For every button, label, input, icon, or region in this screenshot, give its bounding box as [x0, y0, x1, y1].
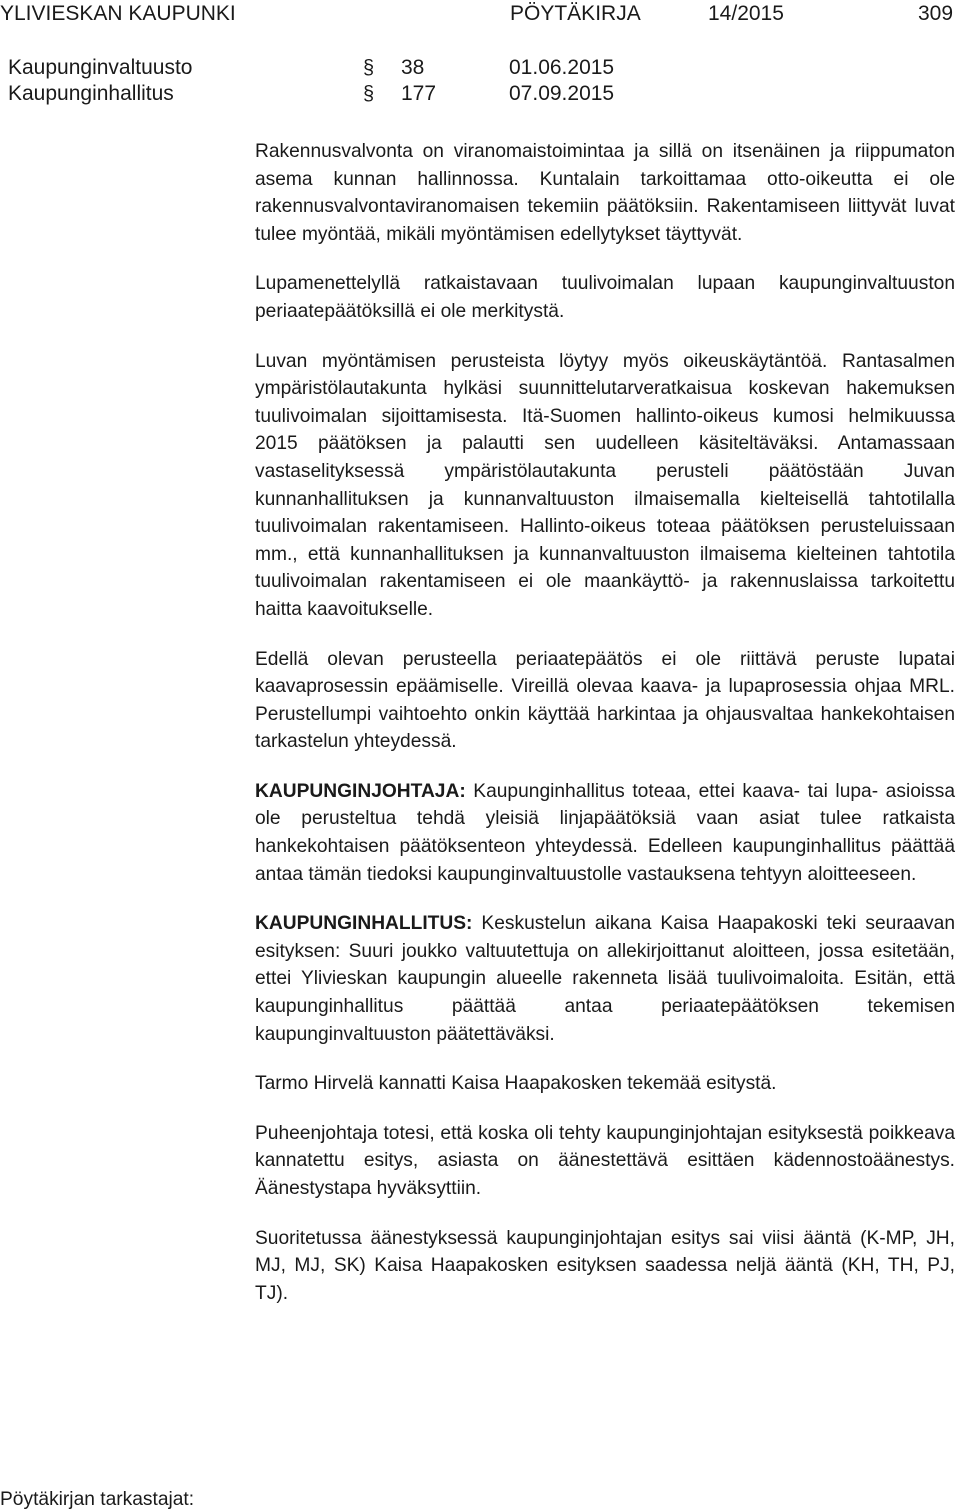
minutes-checkers-label: Pöytäkirjan tarkastajat: [0, 1489, 195, 1510]
minutes-body [255, 138, 955, 1329]
body-paragraph: Luvan myöntämisen perusteista löytyy myös oikeuskäytäntöä. Rantasalmen ympäristölautakunta hylkäsi suunnittelutarveratkaisua koskevan hakemuksen tuulivoimalan sijoittamisesta. Itä-Suomen hallinto-oikeus kumosi helmikuussa 2015 päätöksen ja palautti sen uudelleen käsiteltäväksi. Antamassaan vastaselityksessä ympäristölautakunta perusteli päätöstään Juvan kunnanhallituksen ja kunnanvaltuuston ilmaisemalla kielteisellä tahtotilalla tuulivoimalan rakentamiseen. Hallinto-oikeus toteaa päätöksen perusteluissaan mm., että kunnanhallituksen ja kunnanvaltuuston ilmaisema kielteinen tahtotila tuulivoimalan rakentamiseen ei ole maankäyttö- ja rakennuslaissa tarkoitettu haitta kaavoitukselle. [255, 350, 955, 620]
document-number: 14/2015 [708, 2, 784, 25]
body-paragraph: Puheenjohtaja totesi, että koska oli tehty kaupunginjohtajan esityksestä poikkeava kannatettu esitys, asiasta on äänestettävä esittäen kädennostoäänestys. Äänestystapa hyväksyttiin. [255, 1122, 955, 1199]
section-number: 38 [401, 56, 425, 79]
meeting-row [8, 80, 768, 108]
meeting-date: 01.06.2015 [509, 56, 615, 79]
section-symbol: § [363, 83, 375, 105]
meeting-date: 07.09.2015 [509, 82, 615, 105]
section-number: 177 [401, 82, 437, 105]
body-paragraph: Lupamenettelyllä ratkaistavaan tuulivoimalan lupaan kaupunginvaltuuston periaatepäätöksillä ei ole merkitystä. [255, 273, 955, 322]
page-number: 309 [918, 2, 954, 25]
proposal-label: KAUPUNGINJOHTAJA: [255, 780, 466, 802]
decision-text: Keskustelun aikana Kaisa Haapakoski teki seuraavan esityksen: Suuri joukko valtuutettuja on allekirjoittanut aloitteen, jossa esitetään, ettei Ylivieskan kaupungin alueelle rakenneta lisää tuulivoimaloita. Esitän, että kaupunginhallitus päättää antaa periaatepäätöksen tekemisen kaupunginvaltuuston päätettäväksi. [255, 913, 955, 1045]
organization-name: YLIVIESKAN KAUPUNKI [0, 2, 236, 25]
body-paragraph: Suoritetussa äänestyksessä kaupunginjohtajan esitys sai viisi ääntä (K-MP, JH, MJ, MJ, SK) Kaisa Haapakosken esityksen saadessa neljä ääntä (KH, TH, PJ, TJ). [255, 1227, 955, 1304]
mayor-proposal [255, 778, 955, 888]
proposal-text: Kaupunginhallitus toteaa, ettei kaava- tai lupa- asioissa ole perusteltua tehdä yleisiä linjapäätöksiä vaan asiat tulee ratkaista hankekohtaisen päätöksenteon yhteydessä. Edelleen kaupunginhallitus päättää antaa tämän tiedoksi kaupunginvaltuustolle vastauksena tehtyyn aloitteeseen. [255, 780, 955, 885]
document-type: PÖYTÄKIRJA [510, 2, 641, 25]
meeting-body: Kaupunginhallitus [8, 82, 174, 105]
decision-label: KAUPUNGINHALLITUS: [255, 913, 473, 935]
section-symbol: § [363, 57, 375, 79]
body-paragraph: Edellä olevan perusteella periaatepäätös ei ole riittävä peruste lupatai kaavaprosessin epäämiselle. Vireillä olevaa kaava- ja lupaprosessia ohjaa MRL. Perustellumpi vaihtoehto onkin käyttää harkintaa ja ohjausvaltaa hankekohtaisen tarkastelun yhteydessä. [255, 648, 955, 753]
body-paragraph: Tarmo Hirvelä kannatti Kaisa Haapakosken tekemää esitystä. [255, 1073, 777, 1095]
board-decision [255, 910, 955, 1048]
body-paragraph: Rakennusvalvonta on viranomaistoimintaa ja sillä on itsenäinen ja riippumaton asema kunnan hallinnossa. Kuntalain tarkoittamaa otto-oikeutta ei ole rakennusvalvontaviranomaisen tekemiin päätöksiin. Rakentamiseen liittyvät luvat tulee myöntää, mikäli myöntämisen edellytykset täyttyvät. [255, 141, 955, 245]
meeting-row [8, 54, 768, 82]
document-header [0, 0, 960, 30]
meeting-body: Kaupunginvaltuusto [8, 56, 193, 79]
